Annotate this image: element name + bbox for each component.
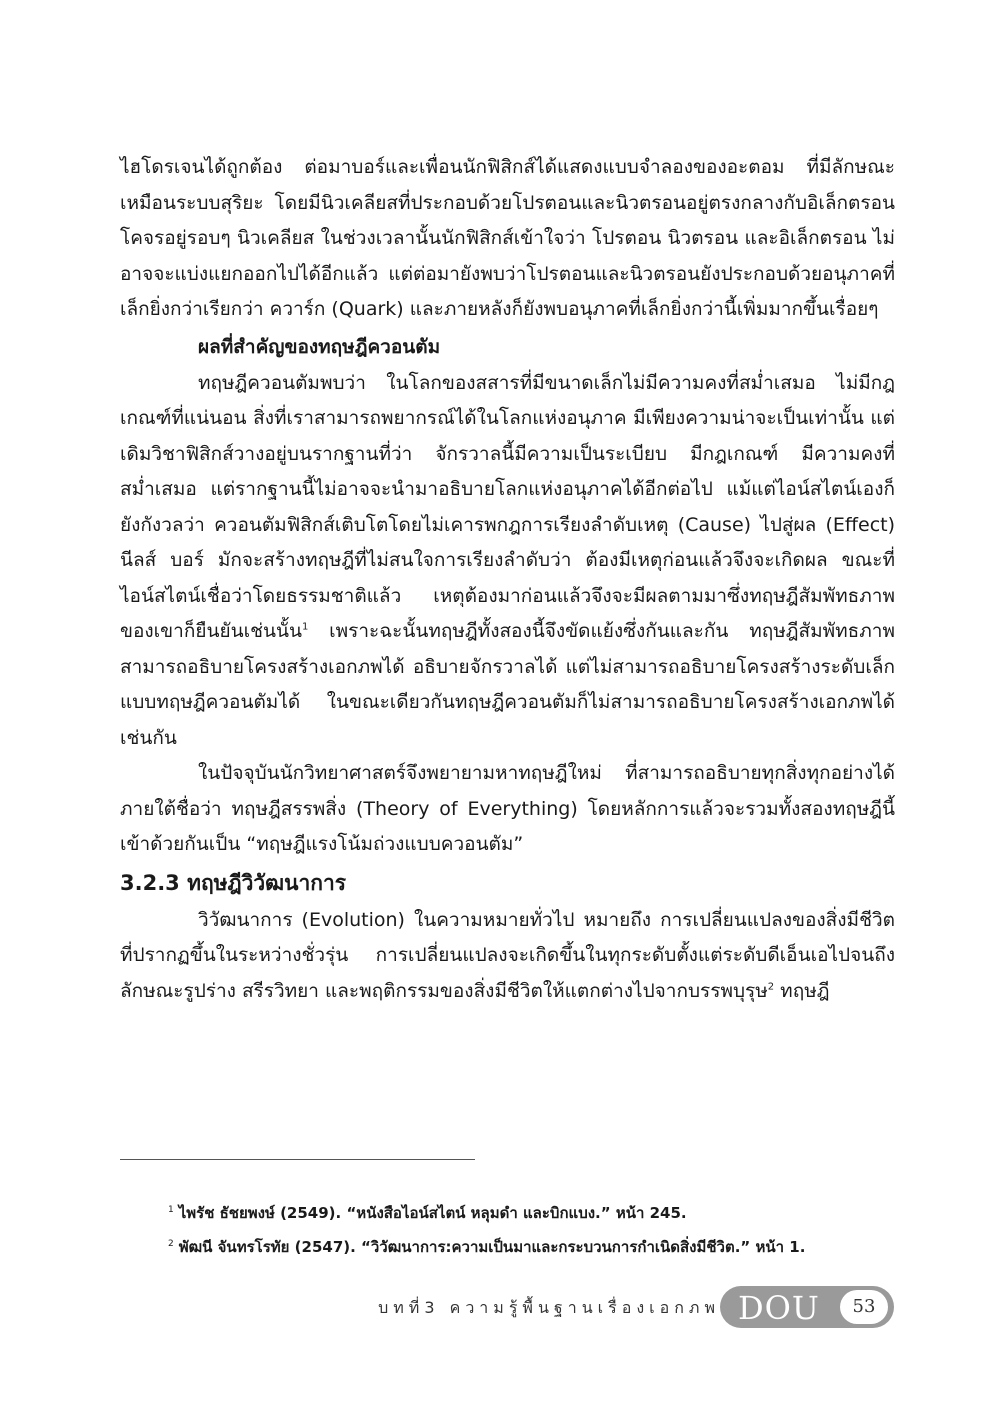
paragraph-quantum-theory-part1: ทฤษฎีควอนตัมพบว่า ในโลกของสสารที่มีขนาดเล็กไม่มีความคงที่สม่ำเสมอ ไม่มีกฎเกณฑ์ที่แน่นอน สิ่งที่เราสามารถพยากรณ์ได้ในโลกแห่งอนุภาค มีเพียงความน่าจะเป็นเท่านั้น แต่เดิมวิชาฟิสิกส์วางอยู่บนรากฐานที่ว่า จักรวาลนี้มีความเป็นระเบียบ มีกฎเกณฑ์ มีความคงที่สม่ำเสมอ แต่รากฐานนี้ไม่อาจจะนำมาอธิบายโลกแห่งอนุภาคได้อีกต่อไป แม้แต่ไอน์สไตน์เองก็ยังกังวลว่า ควอนตัมฟิสิกส์เติบโตโดยไม่เคารพกฎการเรียงลำดับเหตุ (Cause) ไปสู่ผล (Effect) นีลส์ บอร์ มักจะสร้างทฤษฎีที่ไม่สนใจการเรียงลำดับว่า ต้องมีเหตุก่อนแล้วจึงจะเกิดผล ขณะที่ไอน์สไตน์เชื่อว่าโดยธรรมชาติแล้ว เหตุต้องมาก่อนแล้วจึงจะมีผลตามมาซึ่งทฤษฎีสัมพัทธภาพของเขาก็ยืนยันเช่นนั้น bbox=[120, 371, 895, 642]
page-number: 53 bbox=[840, 1290, 888, 1324]
footnote-divider bbox=[120, 1159, 475, 1160]
footnote-2-text: พัฒนี จันทรโรทัย (2547). “วิวัฒนาการ:ความเป็นมาและกระบวนการกำเนิดสิ่งมีชีวิต.” หน้า 1. bbox=[178, 1238, 806, 1256]
paragraph-evolution-part2: ทฤษฎี bbox=[774, 979, 830, 1002]
footnotes bbox=[168, 1196, 908, 1264]
footnote-ref-1: 1 bbox=[301, 621, 309, 633]
footnote-1-text: ไพรัช ธัชยพงษ์ (2549). “หนังสือไอน์สไตน์ หลุมดำ และบิกแบง.” หน้า 245. bbox=[178, 1204, 687, 1222]
footnote-ref-2: 2 bbox=[767, 981, 775, 993]
dou-logo-badge bbox=[720, 1286, 894, 1328]
subheading-quantum-results: ผลที่สำคัญของทฤษฎีควอนตัม bbox=[198, 335, 441, 358]
chapter-title: บทที่3 ความรู้พื้นฐานเรื่องเอกภพ bbox=[378, 1298, 720, 1317]
body-text bbox=[120, 150, 895, 1009]
paragraph-quantum-theory bbox=[120, 366, 895, 757]
paragraph-quantum-theory-part2: เพราะฉะนั้นทฤษฎีทั้งสองนี้จึงขัดแย้งซึ่งกันและกัน ทฤษฎีสัมพัทธภาพสามารถอธิบายโครงสร้างเอกภพได้ อธิบายจักรวาลได้ แต่ไม่สามารถอธิบายโครงสร้างระดับเล็กแบบทฤษฎีควอนตัมได้ ในขณะเดียวกันทฤษฎีควอนตัมก็ไม่สามารถอธิบายโครงสร้างเอกภพได้เช่นกัน bbox=[120, 620, 895, 749]
footnote-1-number: 1 bbox=[168, 1205, 174, 1215]
paragraph-theory-of-everything: ในปัจจุบันนักวิทยาศาสตร์จึงพยายามหาทฤษฎีใหม่ ที่สามารถอธิบายทุกสิ่งทุกอย่างได้ ภายใต้ชื่อว่า ทฤษฎีสรรพสิ่ง (Theory of Everything) โดยหลักการแล้วจะรวมทั้งสองทฤษฎีนี้เข้าด้วยกันเป็น “ทฤษฎีแรงโน้มถ่วงแบบควอนตัม” bbox=[120, 762, 895, 855]
paragraph-atom-model: ไฮโดรเจนได้ถูกต้อง ต่อมาบอร์และเพื่อนนักฟิสิกส์ได้แสดงแบบจำลองของอะตอม ที่มีลักษณะเหมือนระบบสุริยะ โดยมีนิวเคลียสที่ประกอบด้วยโปรตอนและนิวตรอนอยู่ตรงกลางกับอิเล็กตรอนโคจรอยู่รอบๆ นิวเคลียส ในช่วงเวลานั้นนักฟิสิกส์เข้าใจว่า โปรตอน นิวตรอน และอิเล็กตรอน ไม่อาจจะแบ่งแยกออกไปได้อีกแล้ว แต่ต่อมายังพบว่าโปรตอนและนิวตรอนยังประกอบด้วยอนุภาคที่เล็กยิ่งกว่าเรียกว่า ควาร์ก (Quark) และภายหลังก็ยังพบอนุภาคที่เล็กยิ่งกว่านี้เพิ่มมากขึ้นเรื่อยๆ bbox=[120, 156, 895, 320]
section-heading-evolution: 3.2.3 ทฤษฎีวิวัฒนาการ bbox=[120, 870, 347, 895]
page-footer bbox=[300, 1286, 900, 1328]
dou-logo-text: DOU bbox=[738, 1289, 820, 1327]
footnote-2 bbox=[168, 1230, 908, 1264]
footnote-1 bbox=[168, 1196, 908, 1230]
paragraph-evolution-part1: วิวัฒนาการ (Evolution) ในความหมายทั่วไป หมายถึง การเปลี่ยนแปลงของสิ่งมีชีวิตที่ปรากฏขึ้นในระหว่างชั่วรุ่น การเปลี่ยนแปลงจะเกิดขึ้นในทุกระดับตั้งแต่ระดับดีเอ็นเอไปจนถึงลักษณะรูปร่าง สรีรวิทยา และพฤติกรรมของสิ่งมีชีวิตให้แตกต่างไปจากบรรพบุรุษ bbox=[120, 908, 895, 1002]
paragraph-evolution bbox=[120, 903, 895, 1010]
footnote-2-number: 2 bbox=[168, 1239, 174, 1249]
